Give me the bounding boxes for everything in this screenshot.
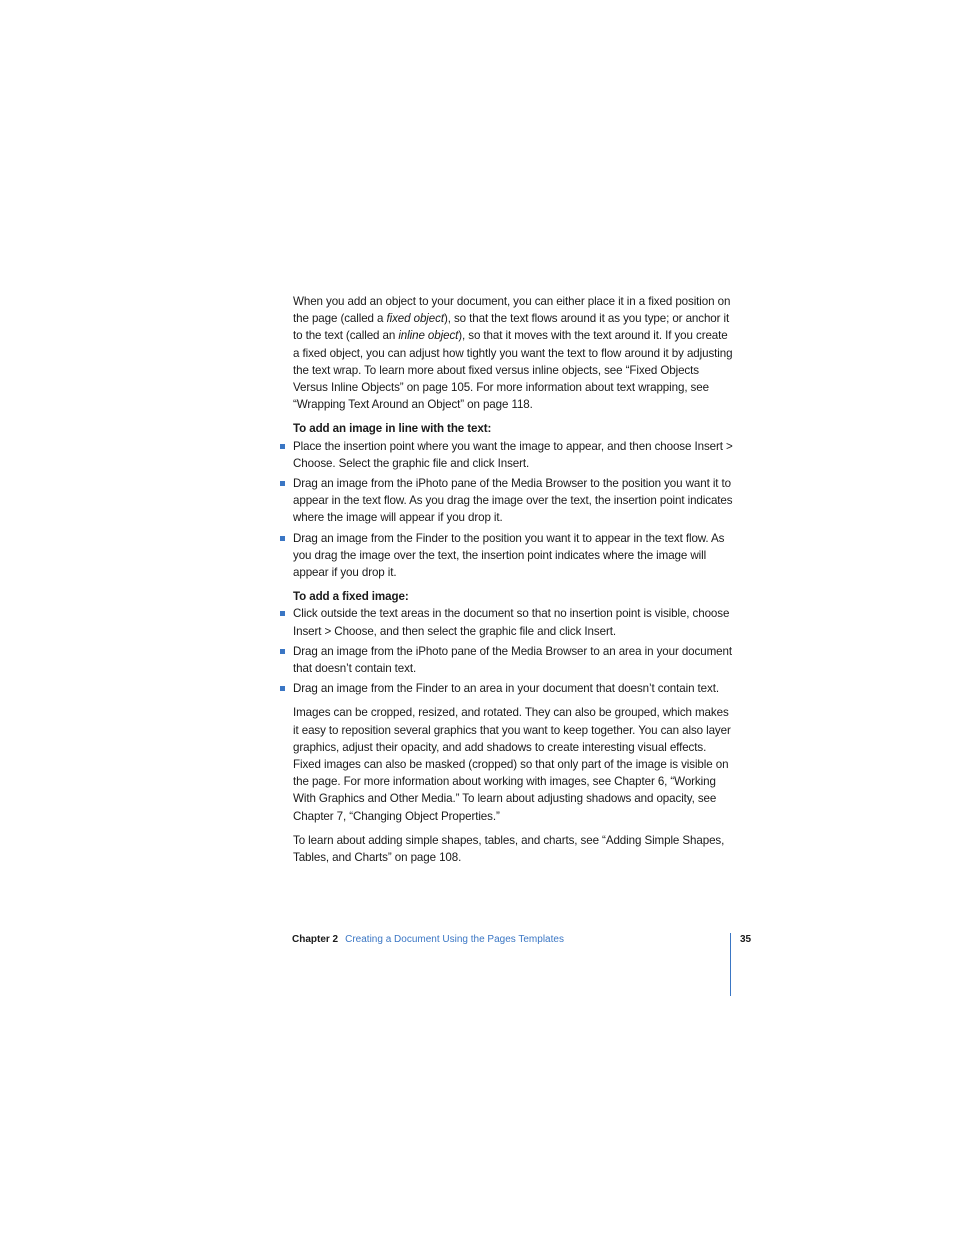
page-body (293, 293, 733, 873)
page-number: 35 (740, 934, 752, 945)
list-item-text: Drag an image from the iPhoto pane of the Media Browser to an area in your document that doesn’t contain text. (293, 644, 732, 676)
list-item-text: Drag an image from the Finder to an area in your document that doesn’t contain text. (293, 682, 719, 696)
list-item (293, 680, 733, 697)
list-item (293, 643, 733, 677)
list-item-text: Drag an image from the iPhoto pane of the Media Browser to the position you want it to appear in the text flow. As you drag the image over the text, the insertion point indicates where the image will appear if you drop it. (293, 477, 733, 525)
inline-image-steps (293, 438, 733, 582)
images-paragraph: Images can be cropped, resized, and rotated. They can also be grouped, which makes it easy to reposition several graphics that you want to keep together. You can also layer graphics, adjust their opacity, and add shadows to create interesting visual effects. Fixed images can also be masked (cropped) so that only part of the image is visible on the page. For more information about working with images, see Chapter 6, “Working With Graphics and Other Media.” To learn about adjusting shadows and opacity, see Chapter 7, “Changing Object Properties.” (293, 706, 731, 823)
square-bullet-icon (280, 444, 285, 449)
square-bullet-icon (280, 481, 285, 486)
fixed-object-term: fixed object (386, 312, 444, 326)
footer-chapter-label: Chapter 2 (292, 934, 339, 945)
inline-image-heading: To add an image in line with the text: (293, 422, 492, 436)
fixed-image-steps (293, 605, 733, 697)
intro-text-3: ), so that it moves with the text around it. If you create a fixed object, you can adjust how tightly you want the text to flow around it by adjusting the text wrap. To learn more about fixed versus inline objects, see “Fixed Objects Versus Inline Objects” on page 105. For more information about text wrapping, see “Wrapping Text Around an Object” on page 118. (293, 329, 733, 412)
shapes-paragraph: To learn about adding simple shapes, tables, and charts, see “Adding Simple Shapes, Tables, and Charts” on page 108. (293, 833, 725, 865)
list-item-text: Place the insertion point where you want the image to appear, and then choose Insert > Choose. Select the graphic file and click Insert. (293, 439, 733, 470)
inline-object-term: inline object (398, 329, 459, 343)
intro-text-2: ), so that the text flows around it as you type; or anchor it to the text (called an (293, 312, 730, 343)
intro-paragraph (293, 293, 733, 413)
list-item (293, 605, 733, 639)
footer-divider (730, 933, 731, 996)
square-bullet-icon (280, 536, 285, 541)
page-footer (292, 933, 564, 947)
list-item-text: Click outside the text areas in the document so that no insertion point is visible, choose Insert > Choose, and then select the graphic file and click Insert. (293, 607, 730, 638)
intro-text-1: When you add an object to your document, you can either place it in a fixed position on the page (called a (293, 295, 731, 326)
square-bullet-icon (280, 686, 285, 691)
list-item (293, 475, 733, 527)
footer-chapter-title: Creating a Document Using the Pages Templates (345, 934, 564, 945)
fixed-image-heading: To add a fixed image: (293, 590, 409, 604)
square-bullet-icon (280, 611, 285, 616)
list-item-text: Drag an image from the Finder to the position you want it to appear in the text flow. As you drag the image over the text, the insertion point indicates where the image will appear if you drop it. (293, 531, 725, 580)
list-item (293, 438, 733, 472)
square-bullet-icon (280, 649, 285, 654)
list-item (293, 530, 733, 582)
